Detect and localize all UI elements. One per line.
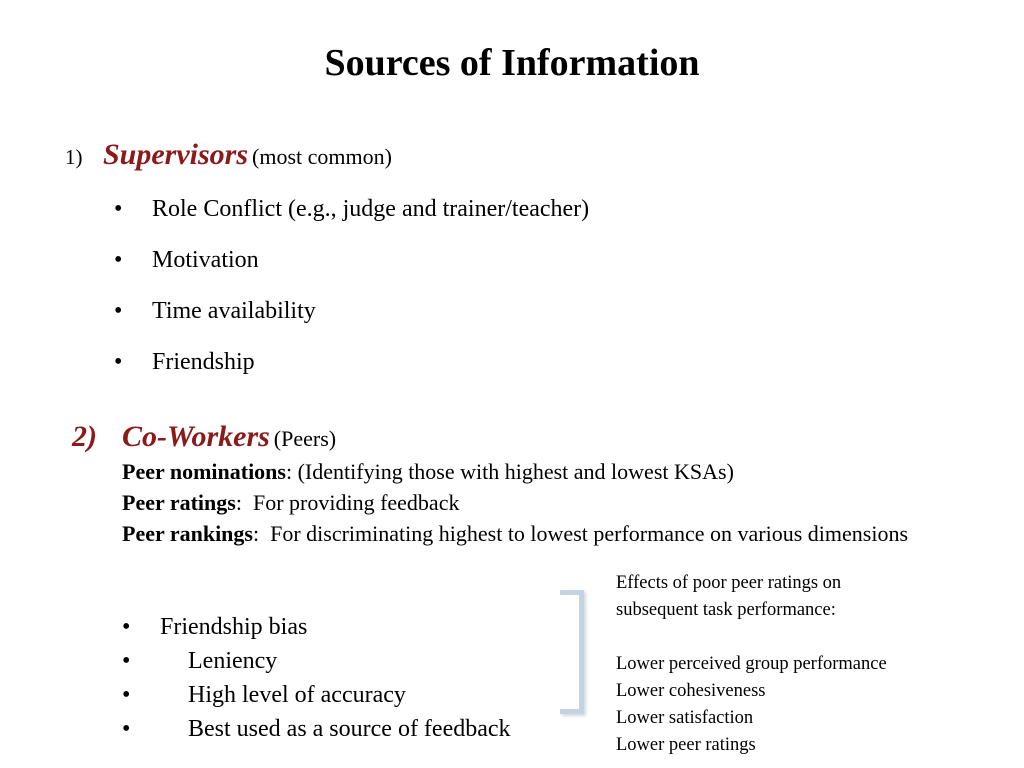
method-description: (Identifying those with highest and lowest KSAs) bbox=[297, 459, 734, 484]
list-item bbox=[110, 191, 589, 242]
effects-item: Lower perceived group performance bbox=[616, 654, 887, 674]
section-note: (Peers) bbox=[273, 426, 337, 451]
bullet-icon: • bbox=[114, 349, 123, 375]
bullet-icon: • bbox=[122, 716, 131, 742]
bullet-icon: • bbox=[122, 648, 131, 674]
section-coworkers-heading bbox=[72, 418, 336, 461]
list-item-text: Friendship bias bbox=[160, 614, 308, 640]
method-term: Peer rankings bbox=[122, 521, 253, 546]
list-item-text: Motivation bbox=[152, 247, 259, 273]
bullet-icon: • bbox=[122, 682, 131, 708]
list-item bbox=[122, 610, 511, 644]
bullet-icon: • bbox=[122, 614, 131, 640]
spacer bbox=[616, 624, 1016, 651]
section-name: Supervisors bbox=[103, 138, 249, 171]
bullet-icon: • bbox=[114, 196, 123, 222]
list-item bbox=[122, 712, 511, 746]
list-item-text: Time availability bbox=[152, 298, 316, 324]
list-item-text: Friendship bbox=[152, 349, 255, 375]
method-separator: : bbox=[252, 521, 271, 546]
list-item bbox=[122, 678, 511, 712]
list-item-text: Best used as a source of feedback bbox=[188, 716, 511, 742]
effects-item: Lower satisfaction bbox=[616, 708, 754, 728]
coworkers-bullet-list bbox=[122, 610, 511, 746]
supervisors-bullet-list bbox=[110, 191, 589, 395]
section-number: 1) bbox=[65, 145, 83, 169]
method-description: For discriminating highest to lowest performance on various dimensions bbox=[270, 521, 909, 546]
list-item-text: Role Conflict (e.g., judge and trainer/teacher) bbox=[152, 196, 590, 222]
method-description: For providing feedback bbox=[252, 490, 460, 515]
list-item-text: High level of accuracy bbox=[188, 682, 406, 708]
bullet-icon: • bbox=[114, 247, 123, 273]
section-number: 2) bbox=[72, 420, 97, 453]
peer-method-nominations bbox=[122, 456, 952, 487]
section-note: (most common) bbox=[252, 144, 392, 169]
effects-callout bbox=[616, 570, 1016, 759]
effects-item: Lower peer ratings bbox=[616, 735, 756, 755]
list-item bbox=[110, 344, 589, 395]
section-name: Co-Workers bbox=[122, 420, 270, 453]
list-item bbox=[122, 644, 511, 678]
method-term: Peer nominations bbox=[122, 459, 286, 484]
slide-title: Sources of Information bbox=[324, 42, 700, 84]
method-separator: : bbox=[285, 459, 298, 484]
effects-heading-line: Effects of poor peer ratings on bbox=[616, 573, 842, 593]
peer-methods bbox=[122, 456, 952, 549]
right-bracket-icon bbox=[560, 590, 584, 714]
method-separator: : bbox=[235, 490, 253, 515]
section-supervisors-heading bbox=[65, 138, 392, 177]
effects-heading-line: subsequent task performance: bbox=[616, 600, 836, 620]
bullet-icon: • bbox=[114, 298, 123, 324]
peer-method-ratings bbox=[122, 487, 952, 518]
list-item-text: Leniency bbox=[188, 648, 278, 674]
method-term: Peer ratings bbox=[122, 490, 236, 515]
effects-item: Lower cohesiveness bbox=[616, 681, 766, 701]
list-item bbox=[110, 242, 589, 293]
list-item bbox=[110, 293, 589, 344]
peer-method-rankings bbox=[122, 518, 952, 549]
